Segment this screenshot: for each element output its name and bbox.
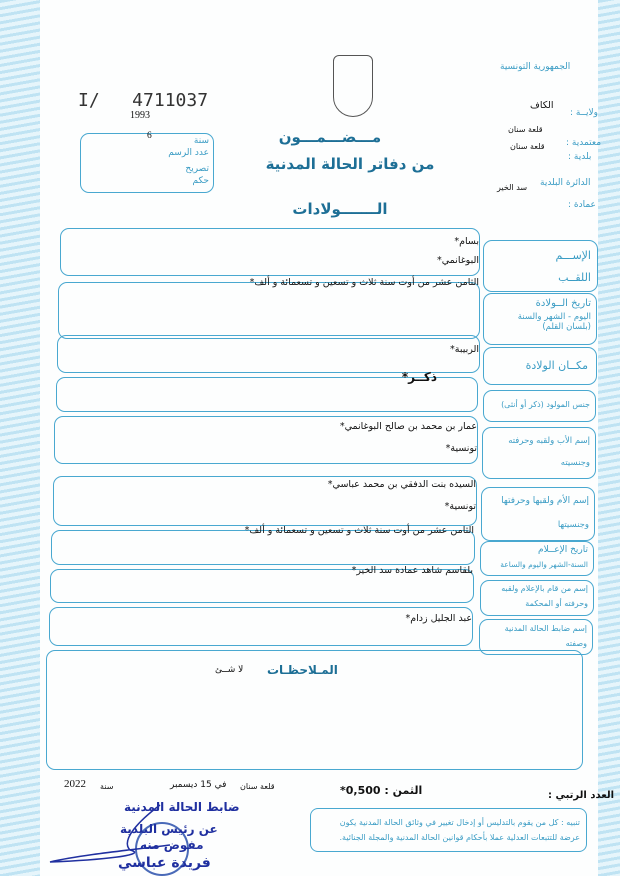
name-value-box bbox=[60, 228, 480, 276]
father-sublabel: وجنسيته bbox=[560, 458, 590, 468]
act-info-box bbox=[80, 133, 214, 193]
issue-date: في 15 ديسمبر bbox=[170, 780, 227, 790]
mother-value-box bbox=[53, 476, 477, 526]
issue-place: قلعة سنان bbox=[240, 782, 275, 791]
surname-label: اللقــب bbox=[558, 271, 591, 284]
declaration-label: تصريح bbox=[185, 164, 209, 174]
declaration-date-label: تاريخ الإعــلام bbox=[538, 545, 588, 555]
officer-line2: عن رئيس البلدية bbox=[120, 822, 218, 836]
birth-place-value-box bbox=[57, 335, 480, 373]
birth-date-sublabel: اليوم - الشهر والسنة (بلسان القلم) bbox=[517, 312, 591, 332]
serial-number: I/ 4711037 bbox=[78, 90, 209, 111]
security-border-left bbox=[0, 0, 40, 876]
surname: البوغانمي* bbox=[437, 255, 479, 266]
declaration-date-value-box bbox=[51, 525, 475, 565]
remarks-label: المـلاحظـات bbox=[267, 663, 338, 677]
officer-title: ضابط الحالة المدنية bbox=[124, 800, 240, 814]
gender: ذكــر* bbox=[401, 370, 437, 384]
father-nationality: تونسية* bbox=[445, 443, 477, 454]
father-name: عمار بن محمد بن صالح البوغانمي* bbox=[339, 421, 477, 432]
declarant-label: إسم من قام بالإعلام ولقبه bbox=[501, 584, 588, 593]
title-registers: من دفاتر الحالة المدنية bbox=[265, 155, 435, 173]
municipality-label: بلدية : bbox=[568, 152, 592, 162]
declarant-sublabel: وحرفته أو المحكمة bbox=[525, 599, 588, 608]
mother-label-box bbox=[481, 487, 595, 541]
delegation-value: قلعة سنان bbox=[508, 125, 543, 134]
gender-label-box bbox=[483, 390, 596, 422]
declaration-date-sublabel: السنة-الشهر واليوم والساعة bbox=[500, 560, 588, 569]
birth-place: الربيبة* bbox=[450, 344, 479, 355]
governorate-value: الكاف bbox=[530, 100, 554, 111]
title-summary: مـــضـــمـــون bbox=[278, 128, 382, 146]
first-name: بسام* bbox=[454, 236, 479, 247]
gender-label: جنس المولود (ذكر أو أنثى) bbox=[501, 400, 590, 409]
warning-box bbox=[310, 808, 587, 852]
officer-value-box bbox=[49, 607, 473, 646]
price: الثمن : 0,500* bbox=[340, 784, 423, 797]
birth-place-label-box bbox=[483, 347, 597, 385]
birth-date-label: تاريخ الــولادة bbox=[535, 298, 591, 309]
warning-text: تنبيه : كل من يقوم بالتدليس أو إدخال تغيير في وثائق الحالة المدنية يكون عرضة للتتبعات العدلية عملا بأحكام قوانين الحالة المدنية والمجلة الجنائية. bbox=[339, 818, 580, 842]
officer-line3: مفوض منه bbox=[140, 838, 204, 852]
year: 1993 bbox=[130, 110, 150, 121]
remarks-box bbox=[46, 650, 583, 770]
officer-signatory-name: فريدة عباسي bbox=[118, 855, 211, 871]
issue-year-label: سنة bbox=[100, 782, 114, 791]
mother-label: إسم الأم ولقبها وحرفتها bbox=[501, 496, 589, 506]
act-number-value: 6 bbox=[147, 131, 152, 141]
sana-label: سنة bbox=[193, 136, 209, 146]
officer-label: إسم ضابط الحالة المدنية bbox=[504, 624, 587, 633]
father-value-box bbox=[54, 416, 478, 464]
mother-nationality: تونسية* bbox=[444, 501, 476, 512]
birth-date: الثامن عشر من أوت سنة ثلاث و تسعين و تسعمائة و ألف* bbox=[249, 277, 479, 288]
name-label: الإســـم bbox=[555, 249, 591, 262]
declarant-name: بلقاسم شاهد عمادة سد الخير* bbox=[351, 565, 473, 576]
governorate-label: ولايــة : bbox=[570, 108, 598, 118]
officer-name: عبد الجليل زدام* bbox=[405, 613, 472, 624]
father-label: إسم الأب ولقبه وحرفته bbox=[508, 436, 590, 446]
gender-value-box bbox=[56, 370, 478, 412]
district-label: الدائرة البلدية bbox=[540, 178, 591, 188]
delegation-label: معتمدية : bbox=[566, 138, 602, 148]
name-label-box bbox=[483, 240, 598, 292]
imada-label: عمادة : bbox=[568, 200, 596, 210]
remarks-value: لا شــئ bbox=[215, 665, 244, 675]
father-label-box bbox=[482, 427, 596, 479]
declaration-date-label-box bbox=[480, 541, 594, 576]
serial-label: العدد الرتبي : bbox=[548, 790, 615, 801]
mother-name: السيده بنت الدفقي بن محمد عباسي* bbox=[327, 479, 476, 490]
officer-sublabel: وصفته bbox=[565, 639, 587, 648]
birth-date-value-box bbox=[58, 277, 480, 339]
judgment-label: حكم bbox=[192, 176, 209, 186]
birth-date-label-box bbox=[483, 293, 597, 345]
title-births: الـــــــولادات bbox=[292, 200, 388, 218]
republic-label: الجمهورية التونسية bbox=[500, 62, 571, 72]
security-border-right bbox=[598, 0, 620, 876]
tunisia-emblem-icon bbox=[333, 55, 373, 117]
declarant-value-box bbox=[50, 565, 474, 603]
declaration-date: الثامن عشر من أوت سنة ثلاث و تسعين و تسعمائة و ألف* bbox=[244, 525, 474, 536]
birth-place-label: مكــان الولادة bbox=[525, 359, 588, 372]
district-value: سد الخير bbox=[497, 183, 528, 192]
signature-icon bbox=[40, 800, 190, 876]
mother-sublabel: وجنسيتها bbox=[557, 520, 589, 530]
municipality-value: قلعة سنان bbox=[510, 142, 545, 151]
declarant-label-box bbox=[480, 580, 594, 616]
act-number-label: عدد الرسم bbox=[168, 148, 209, 158]
issue-year: 2022 bbox=[64, 778, 86, 790]
